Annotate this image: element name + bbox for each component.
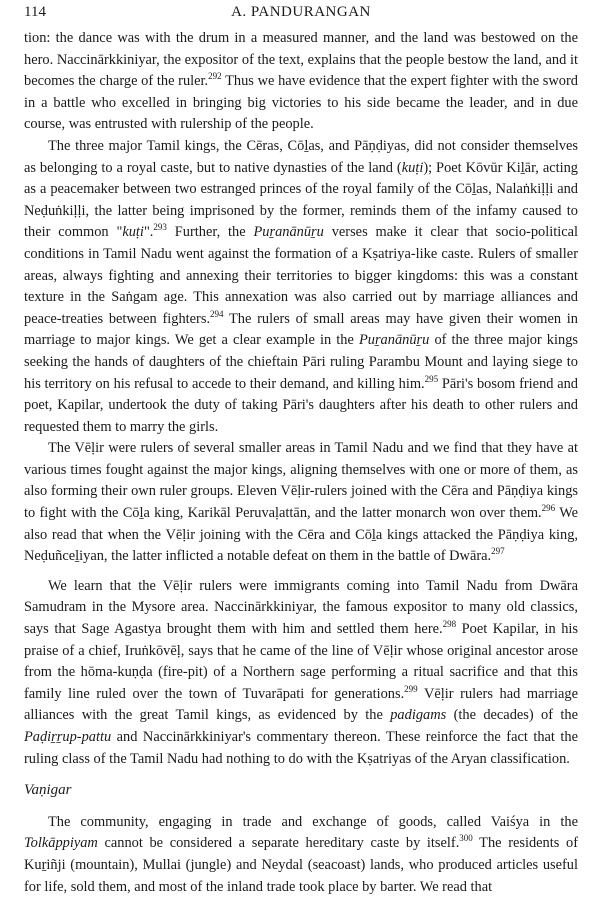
text-run: of the three major kings seeking the hands of daughters of the chieftain Pāri ruling Parambu Mount and laying siege to his territory on his refusal to accede to their demand, and killing him. <box>24 332 578 392</box>
text-run: tion: the dance was with the drum in a measured manner, and the land was bestowed on the hero. Naccinārkkiniyar, the expositor of the text, explains that the people bestow the land, and it becomes the charge of the ruler. <box>24 30 578 90</box>
footnote-ref: 292 <box>208 71 222 82</box>
text-run: The three major Tamil kings, the Cēras, Cōḻas, and Pāṇḍiyas, did not consider themselves as belonging to a royal caste, but to native dynasties of the land ( <box>24 137 578 176</box>
text-run: The rulers of small areas may have given their women in marriage to major kings. We get a clear example in the <box>24 310 579 349</box>
footnote-ref: 295 <box>424 373 439 384</box>
text-run: The community, engaging in trade and exchange of goods, called Vaiśya in the <box>48 813 578 830</box>
section-heading: Vaṇigar <box>24 782 72 799</box>
text-run: Thus we have evidence that the expert fighter with the sword in a battle who excelled in bringing big victories to his side became the leader, and in due course, was entrusted with rulership of the people. <box>24 73 578 133</box>
footnote-ref: 298 <box>442 619 457 630</box>
italic-term: padigams <box>390 707 447 724</box>
text-run: and Naccinārkkiniyar's commentary thereon. These reinforce the fact that the ruling class of the Tamil Nadu had nothing to do with the Kṣatriyas of the Aryan classification. <box>24 729 578 767</box>
footnote-ref: 294 <box>210 308 224 319</box>
body-text <box>24 28 578 898</box>
running-header <box>24 0 578 28</box>
page-number: 114 <box>24 4 46 20</box>
footnote-ref: 300 <box>459 833 473 844</box>
italic-term: Paḍiṟṟup-pattu <box>24 729 112 745</box>
italic-term: Puṟanānūṟu <box>358 332 430 349</box>
text-run: Pāri's bosom friend and poet, Kapilar, undertook the duty of taking Pāri's daughters after his death to other rulers and requested them to marry the girls. <box>24 375 578 435</box>
text-run: Further, the <box>166 224 254 241</box>
footnote-ref: 299 <box>404 684 418 695</box>
footnote-ref: 293 <box>153 222 167 233</box>
text-run: The residents of Kuṟiñji (mountain), Mullai (jungle) and Neydal (seacoast) lands, who produced articles useful for life, sold them, and most of the inland trade took place by barter. We read that <box>24 835 578 895</box>
paragraph <box>24 438 578 568</box>
footnote-ref: 297 <box>491 546 505 557</box>
italic-term: Puṟanānūṟu <box>253 224 324 241</box>
text-run: We learn that the Vēḷir rulers were immigrants coming into Tamil Nadu from Dwāra Samudram in the Mysore area. Naccinārkkiniyar, the famous expositor to many old classics, says that Sage Agastya brought them with him and settled them here. <box>24 577 578 638</box>
text-run: ". <box>143 224 154 241</box>
paragraph <box>24 28 578 136</box>
text-run: Vēḷir rulers had marriage alliances with the great Tamil kings, as evidenced by the <box>24 685 578 724</box>
paragraph <box>24 136 578 438</box>
text-run: ); Poet Kōvūr Kiḻār, acting as a peacemaker between two estranged princes of the royal family of the Cōḻas, Nalaṅkiḷḷi and Neḍuṅkiḷḷi, the latter being imprisoned by the former, reminds them of the infamy caused to their common " <box>24 159 578 241</box>
paragraph <box>24 576 578 770</box>
text-run: We also read that when the Vēḷir joining with the Cēra and Cōḻa kings attacked the Pāṇḍiya king, Neḍuñceḻiyan, the latter inflicted a notable defeat on them in the battle of Dwāra. <box>24 505 579 565</box>
text-run: verses make it clear that socio-political conditions in Tamil Nadu went against the formation of a Kṣatriya-like caste. Rulers of smaller areas, always fighting and annexing their territories to bigger kingdoms: this was a constant texture in the Saṅgam age. This annexation was also carried out by marriage alliances and peace-treaties between fighters. <box>24 224 578 327</box>
text-run: cannot be considered a separate hereditary caste by itself. <box>97 835 460 852</box>
text-run: Poet Kapilar, in his praise of a chief, Iruṅkōvēḷ, says that he came of the line of Vēḷir whose original ancestor arose from the hōma-kuṇḍa (fire-pit) of a Northern sage performing a ritual sacrifice and that this family line ruled over the town of Tuvarāpati for generations. <box>24 621 579 702</box>
italic-term: kuṭi <box>401 159 424 176</box>
text-run: (the decades) of the <box>446 707 578 724</box>
footnote-ref: 296 <box>541 503 556 514</box>
running-title: A. PANDURANGAN <box>231 4 371 20</box>
italic-term: kuṭi <box>122 224 144 241</box>
italic-term: Tolkāppiyam <box>24 835 98 852</box>
text-run: The Vēḷir were rulers of several smaller areas in Tamil Nadu and we find that they have at various times fought against the major kings, aligning themselves with one or more of them, as also forming their own ruler groups. Eleven Vēḷir-rulers joined with the Cēra and Pāṇḍiya kings to fight with the Cōḻa king, Karikāl Peruvaḷattān, and the latter monarch won over them. <box>24 440 578 522</box>
paragraph <box>24 812 578 898</box>
